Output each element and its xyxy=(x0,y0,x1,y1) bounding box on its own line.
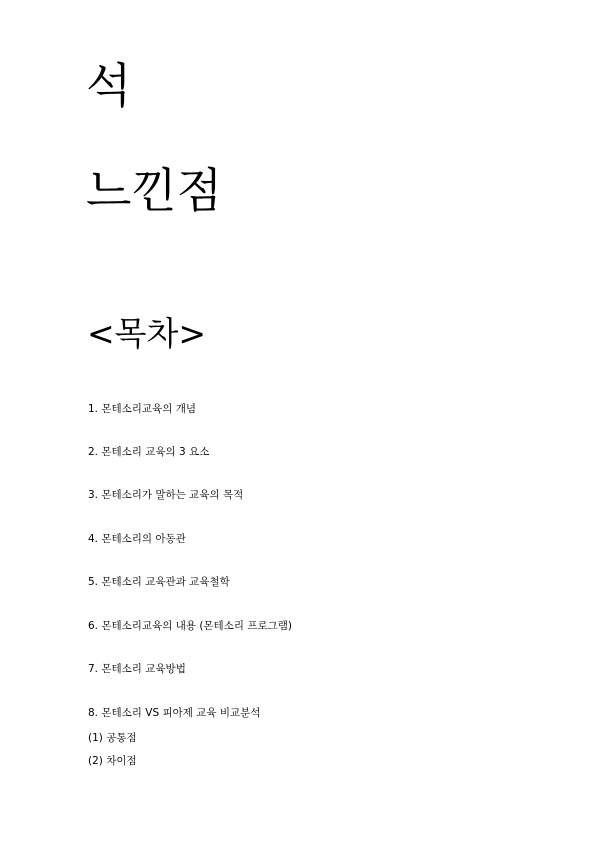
title-line-2: 느낀점 xyxy=(86,164,223,219)
toc-item-5: 5. 몬테소리 교육관과 교육철학 xyxy=(88,576,230,588)
toc-subitem-2: (2) 차이점 xyxy=(88,755,137,767)
toc-item-2: 2. 몬테소리 교육의 3 요소 xyxy=(88,446,210,458)
toc-item-7: 7. 몬테소리 교육방법 xyxy=(88,663,186,675)
toc-item-1: 1. 몬테소리교육의 개념 xyxy=(88,403,196,415)
toc-item-8: 8. 몬테소리 VS 피아제 교육 비교분석 xyxy=(88,707,261,719)
title-line-1: 석 xyxy=(86,59,132,114)
toc-heading: <목차> xyxy=(87,314,207,353)
toc-item-6: 6. 몬테소리교육의 내용 (몬테소리 프로그램) xyxy=(88,620,292,632)
toc-item-3: 3. 몬테소리가 말하는 교육의 목적 xyxy=(88,489,244,501)
toc-item-4: 4. 몬테소리의 아동관 xyxy=(88,533,186,545)
toc-subitem-1: (1) 공통점 xyxy=(88,732,137,744)
